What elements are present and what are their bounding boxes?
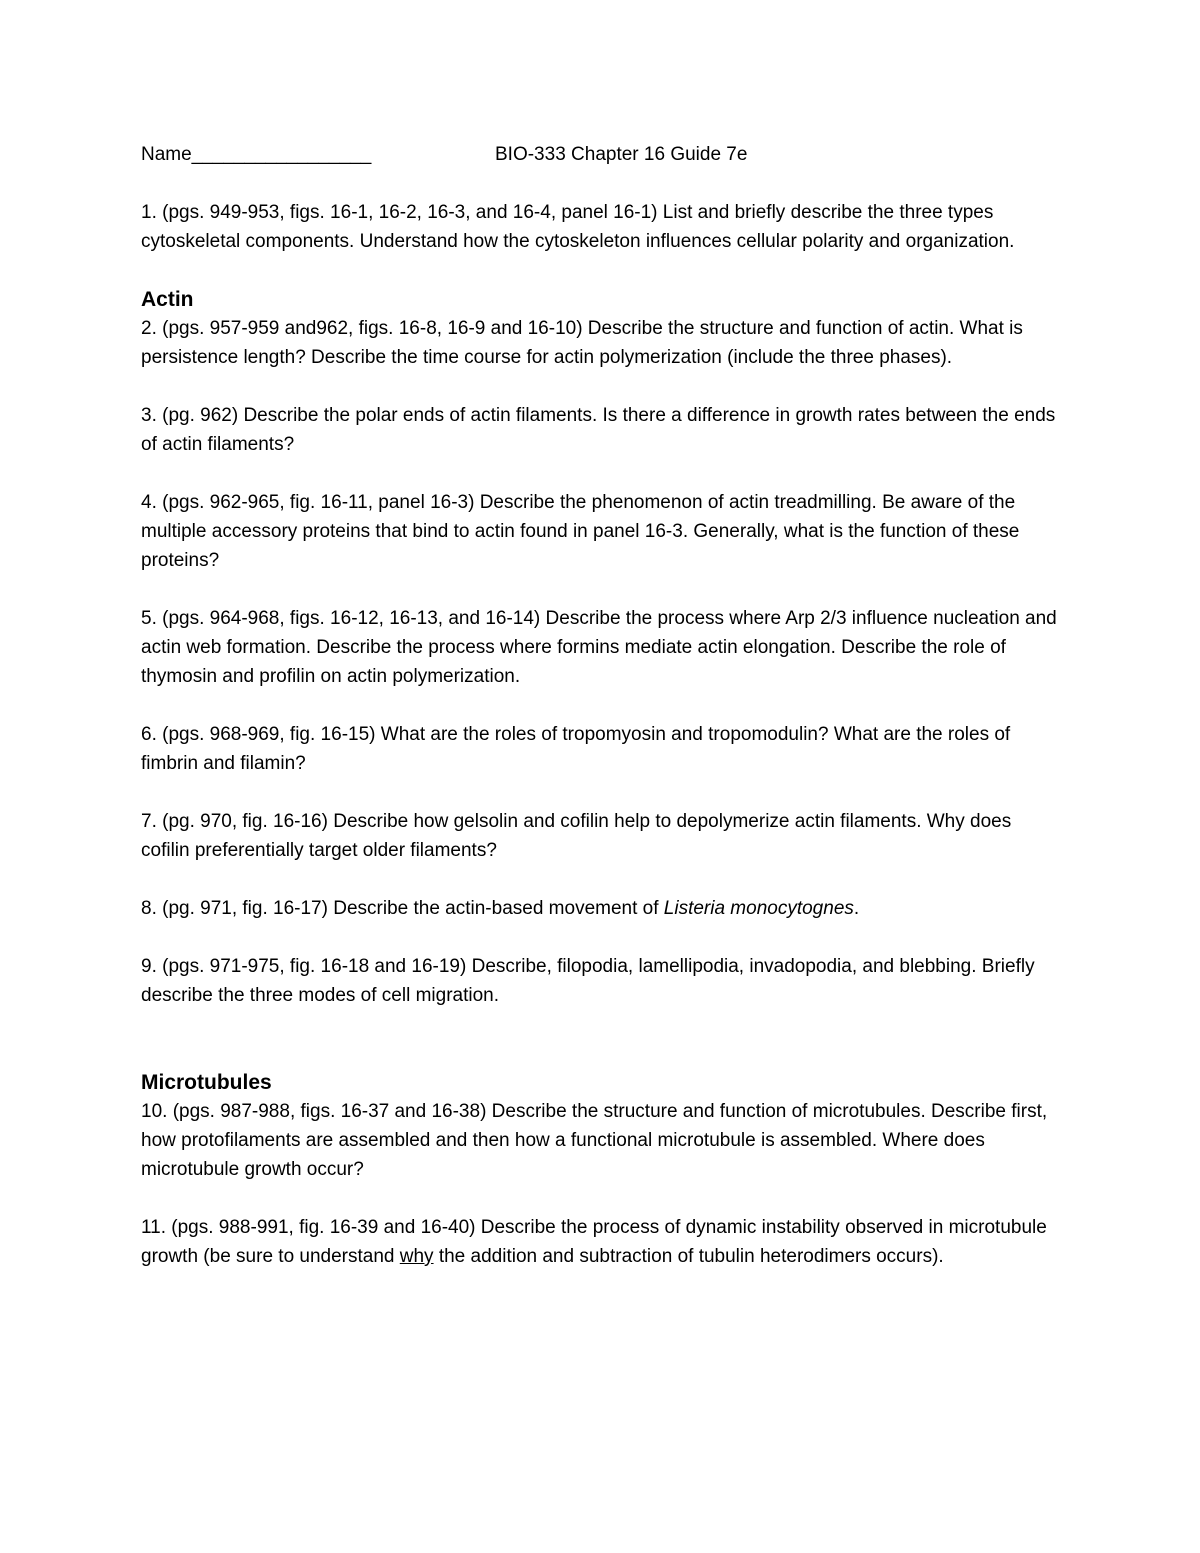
section-spacer — [141, 1039, 1061, 1068]
question-8-end: . — [853, 898, 860, 919]
document-header — [141, 140, 1061, 169]
emphasis-why: why — [399, 1246, 434, 1267]
section-heading-actin: Actin — [141, 288, 194, 311]
document-page — [141, 140, 1061, 1300]
species-name: Listeria monocytognes — [663, 898, 854, 919]
question-4: 4. (pgs. 962-965, fig. 16-11, panel 16-3) Describe the phenomenon of actin treadmilling. Be aware of the multiple accessory proteins that bind to actin found in panel 16-3. Generally, what is the function of these proteins? — [141, 492, 1020, 571]
document-title: BIO-333 Chapter 16 Guide 7e — [495, 144, 748, 165]
question-5: 5. (pgs. 964-968, figs. 16-12, 16-13, and 16-14) Describe the process where Arp 2/3 influence nucleation and actin web formation. Describe the process where formins mediate actin elongation. Describe the role of thymosin and profilin on actin polymerization. — [141, 608, 1057, 687]
question-8-text: 8. (pg. 971, fig. 16-17) Describe the actin-based movement of — [141, 898, 664, 919]
question-11-end: the addition and subtraction of tubulin heterodimers occurs). — [433, 1246, 944, 1267]
name-field: Name_________________ — [141, 144, 372, 165]
question-9: 9. (pgs. 971-975, fig. 16-18 and 16-19) Describe, filopodia, lamellipodia, invadopodia, and blebbing. Briefly describe the three modes of cell migration. — [141, 956, 1035, 1006]
question-6: 6. (pgs. 968-969, fig. 16-15) What are the roles of tropomyosin and tropomodulin? What are the roles of fimbrin and filamin? — [141, 724, 1011, 774]
question-1: 1. (pgs. 949-953, figs. 16-1, 16-2, 16-3, and 16-4, panel 16-1) List and briefly describe the three types cytoskeletal components. Understand how the cytoskeleton influences cellular polarity and organization. — [141, 202, 1015, 252]
question-2: 2. (pgs. 957-959 and962, figs. 16-8, 16-9 and 16-10) Describe the structure and function of actin. What is persistence length? Describe the time course for actin polymerization (include the three phases). — [141, 318, 1023, 368]
question-11 — [141, 1213, 1061, 1271]
question-10: 10. (pgs. 987-988, figs. 16-37 and 16-38) Describe the structure and function of microtubules. Describe first, how protofilaments are assembled and then how a functional microtubule is assembled. Where does microtubule growth occur? — [141, 1101, 1048, 1180]
question-3: 3. (pg. 962) Describe the polar ends of actin filaments. Is there a difference in growth rates between the ends of actin filaments? — [141, 405, 1056, 455]
question-8 — [141, 894, 1061, 923]
section-heading-microtubules: Microtubules — [141, 1071, 272, 1094]
question-7: 7. (pg. 970, fig. 16-16) Describe how gelsolin and cofilin help to depolymerize actin filaments. Why does cofilin preferentially target older filaments? — [141, 811, 1012, 861]
question-11-text: 11. (pgs. 988-991, fig. 16-39 and 16-40) Describe the process of dynamic instability observed in microtubule growth (be sure to understand — [141, 1217, 1047, 1267]
